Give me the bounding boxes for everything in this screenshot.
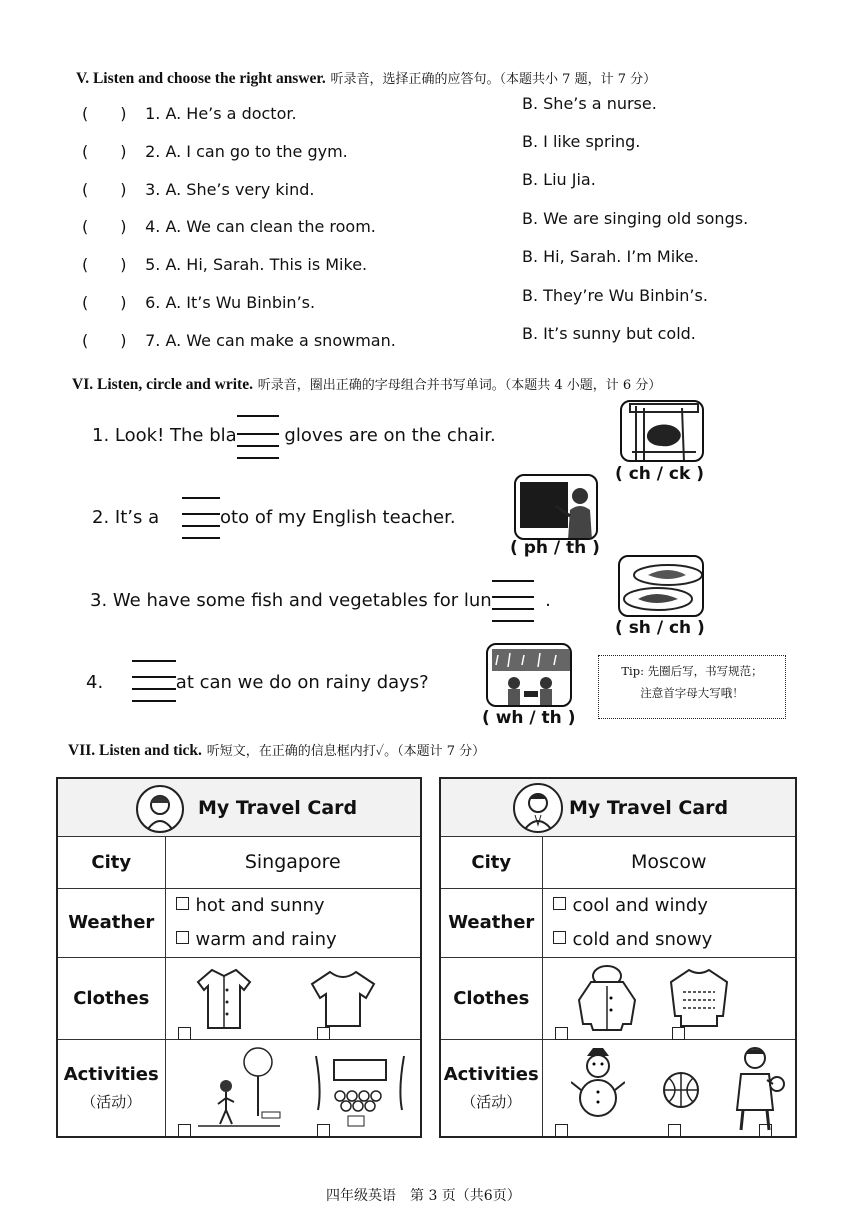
tick-box[interactable] (178, 1027, 191, 1040)
section-5-title: V. Listen and choose the right answer. 听录音，选择正确的应答句。（本题共小 7 题，计 7 分） (76, 70, 657, 87)
card-title: My Travel Card (569, 797, 729, 819)
snowman-icon (571, 1046, 625, 1136)
tick-box[interactable] (178, 1124, 191, 1137)
card-title: My Travel Card (198, 797, 358, 819)
answer-paren[interactable]: ( ) (82, 255, 127, 274)
tip-line: 注意首字母大写哦！ (640, 686, 744, 700)
letter-options[interactable]: ( sh / ch ) (615, 618, 705, 638)
letter-options[interactable]: ( ch / ck ) (615, 464, 704, 484)
weather-option[interactable]: warm and rainy (166, 923, 421, 957)
winter-coat-icon (575, 964, 639, 1038)
sweater-icon (667, 966, 731, 1034)
park-walk-icon (196, 1046, 282, 1136)
option-a: A. I can go to the gym. (165, 142, 348, 161)
travel-card-moscow (439, 777, 797, 1138)
teacher-photo-icon (514, 474, 598, 540)
boy-avatar-icon (513, 783, 563, 833)
question-item: ( ) 7. A. We can make a snowman. (82, 328, 396, 351)
tick-box[interactable] (176, 897, 189, 910)
activities-label: Activities （活动） (440, 1039, 542, 1137)
question-item: ( ) 3. A. She’s very kind. (82, 177, 314, 200)
tick-box[interactable] (555, 1027, 568, 1040)
fill-in-question: 4. at can we do on rainy days? (86, 672, 429, 694)
question-item: ( ) 4. A. We can clean the room. (82, 214, 376, 237)
tick-box[interactable] (553, 931, 566, 944)
city-value: Singapore (165, 836, 421, 888)
option-b: B. We are singing old songs. (522, 209, 749, 228)
option-b: B. It’s sunny but cold. (522, 324, 696, 343)
option-b: B. I like spring. (522, 132, 641, 151)
tip-box (598, 655, 786, 719)
answer-paren[interactable]: ( ) (82, 331, 127, 350)
girl-avatar-icon (136, 785, 184, 833)
answer-paren[interactable]: ( ) (82, 217, 127, 236)
snowball-boy-icon (727, 1044, 789, 1136)
activities-label: Activities （活动） (57, 1039, 165, 1137)
page-footer: 四年级英语 第 3 页（共6页） (326, 1188, 521, 1204)
gloves-on-chair-icon (620, 400, 704, 462)
city-label: City (57, 836, 165, 888)
option-a: A. It’s Wu Binbin’s. (165, 293, 316, 312)
option-a: A. She’s very kind. (165, 180, 315, 199)
tick-box[interactable] (668, 1124, 681, 1137)
option-a: A. Hi, Sarah. This is Mike. (165, 255, 368, 274)
weather-label: Weather (440, 888, 542, 957)
weather-option[interactable]: cold and snowy (543, 923, 796, 957)
option-b: B. They’re Wu Binbin’s. (522, 286, 708, 305)
write-blank[interactable] (132, 672, 176, 694)
tick-box[interactable] (555, 1124, 568, 1137)
fill-in-question: 1. Look! The bla gloves are on the chair. (92, 425, 496, 447)
answer-paren[interactable]: ( ) (82, 180, 127, 199)
weather-option[interactable]: hot and sunny (166, 889, 421, 923)
option-a: A. He’s a doctor. (165, 104, 297, 123)
theatre-icon (312, 1050, 408, 1134)
question-item: ( ) 1. A. He’s a doctor. (82, 101, 297, 124)
ball-icon (661, 1070, 701, 1114)
option-b: B. Liu Jia. (522, 170, 596, 189)
question-item: ( ) 6. A. It’s Wu Binbin’s. (82, 290, 315, 313)
tick-box[interactable] (553, 897, 566, 910)
letter-options[interactable]: ( wh / th ) (482, 708, 576, 728)
fill-in-question: 2. It’s a oto of my English teacher. (92, 507, 456, 529)
fill-in-question: 3. We have some fish and vegetables for lun . (90, 590, 551, 612)
weather-option[interactable]: cool and windy (543, 889, 796, 923)
option-a: A. We can make a snowman. (165, 331, 396, 350)
write-blank[interactable] (182, 507, 220, 529)
option-b: B. Hi, Sarah. I’m Mike. (522, 247, 699, 266)
option-a: A. We can clean the room. (165, 217, 376, 236)
write-blank[interactable] (237, 425, 279, 447)
tshirt-icon (310, 968, 376, 1032)
tip-line: Tip: 先圈后写，书写规范； (621, 664, 763, 678)
write-blank[interactable] (492, 590, 534, 612)
question-item: ( ) 5. A. Hi, Sarah. This is Mike. (82, 252, 367, 275)
answer-paren[interactable]: ( ) (82, 293, 127, 312)
option-b: B. She’s a nurse. (522, 94, 657, 113)
shirt-icon (196, 966, 252, 1034)
answer-paren[interactable]: ( ) (82, 142, 127, 161)
travel-card-singapore (56, 777, 422, 1138)
rainy-day-kids-icon (486, 643, 572, 707)
section-6-title: VI. Listen, circle and write. 听录音，圈出正确的字母组合并书写单词。（本题共 4 小题，计 6 分） (72, 376, 662, 393)
city-value: Moscow (542, 836, 796, 888)
fish-dishes-icon (618, 555, 704, 617)
weather-label: Weather (57, 888, 165, 957)
clothes-label: Clothes (440, 957, 542, 1039)
letter-options[interactable]: ( ph / th ) (510, 538, 600, 558)
section-7-title: VII. Listen and tick. 听短文，在正确的信息框内打✓。（本题计 7 分） (68, 742, 486, 759)
answer-paren[interactable]: ( ) (82, 104, 127, 123)
tick-box[interactable] (176, 931, 189, 944)
city-label: City (440, 836, 542, 888)
clothes-label: Clothes (57, 957, 165, 1039)
question-item: ( ) 2. A. I can go to the gym. (82, 139, 348, 162)
